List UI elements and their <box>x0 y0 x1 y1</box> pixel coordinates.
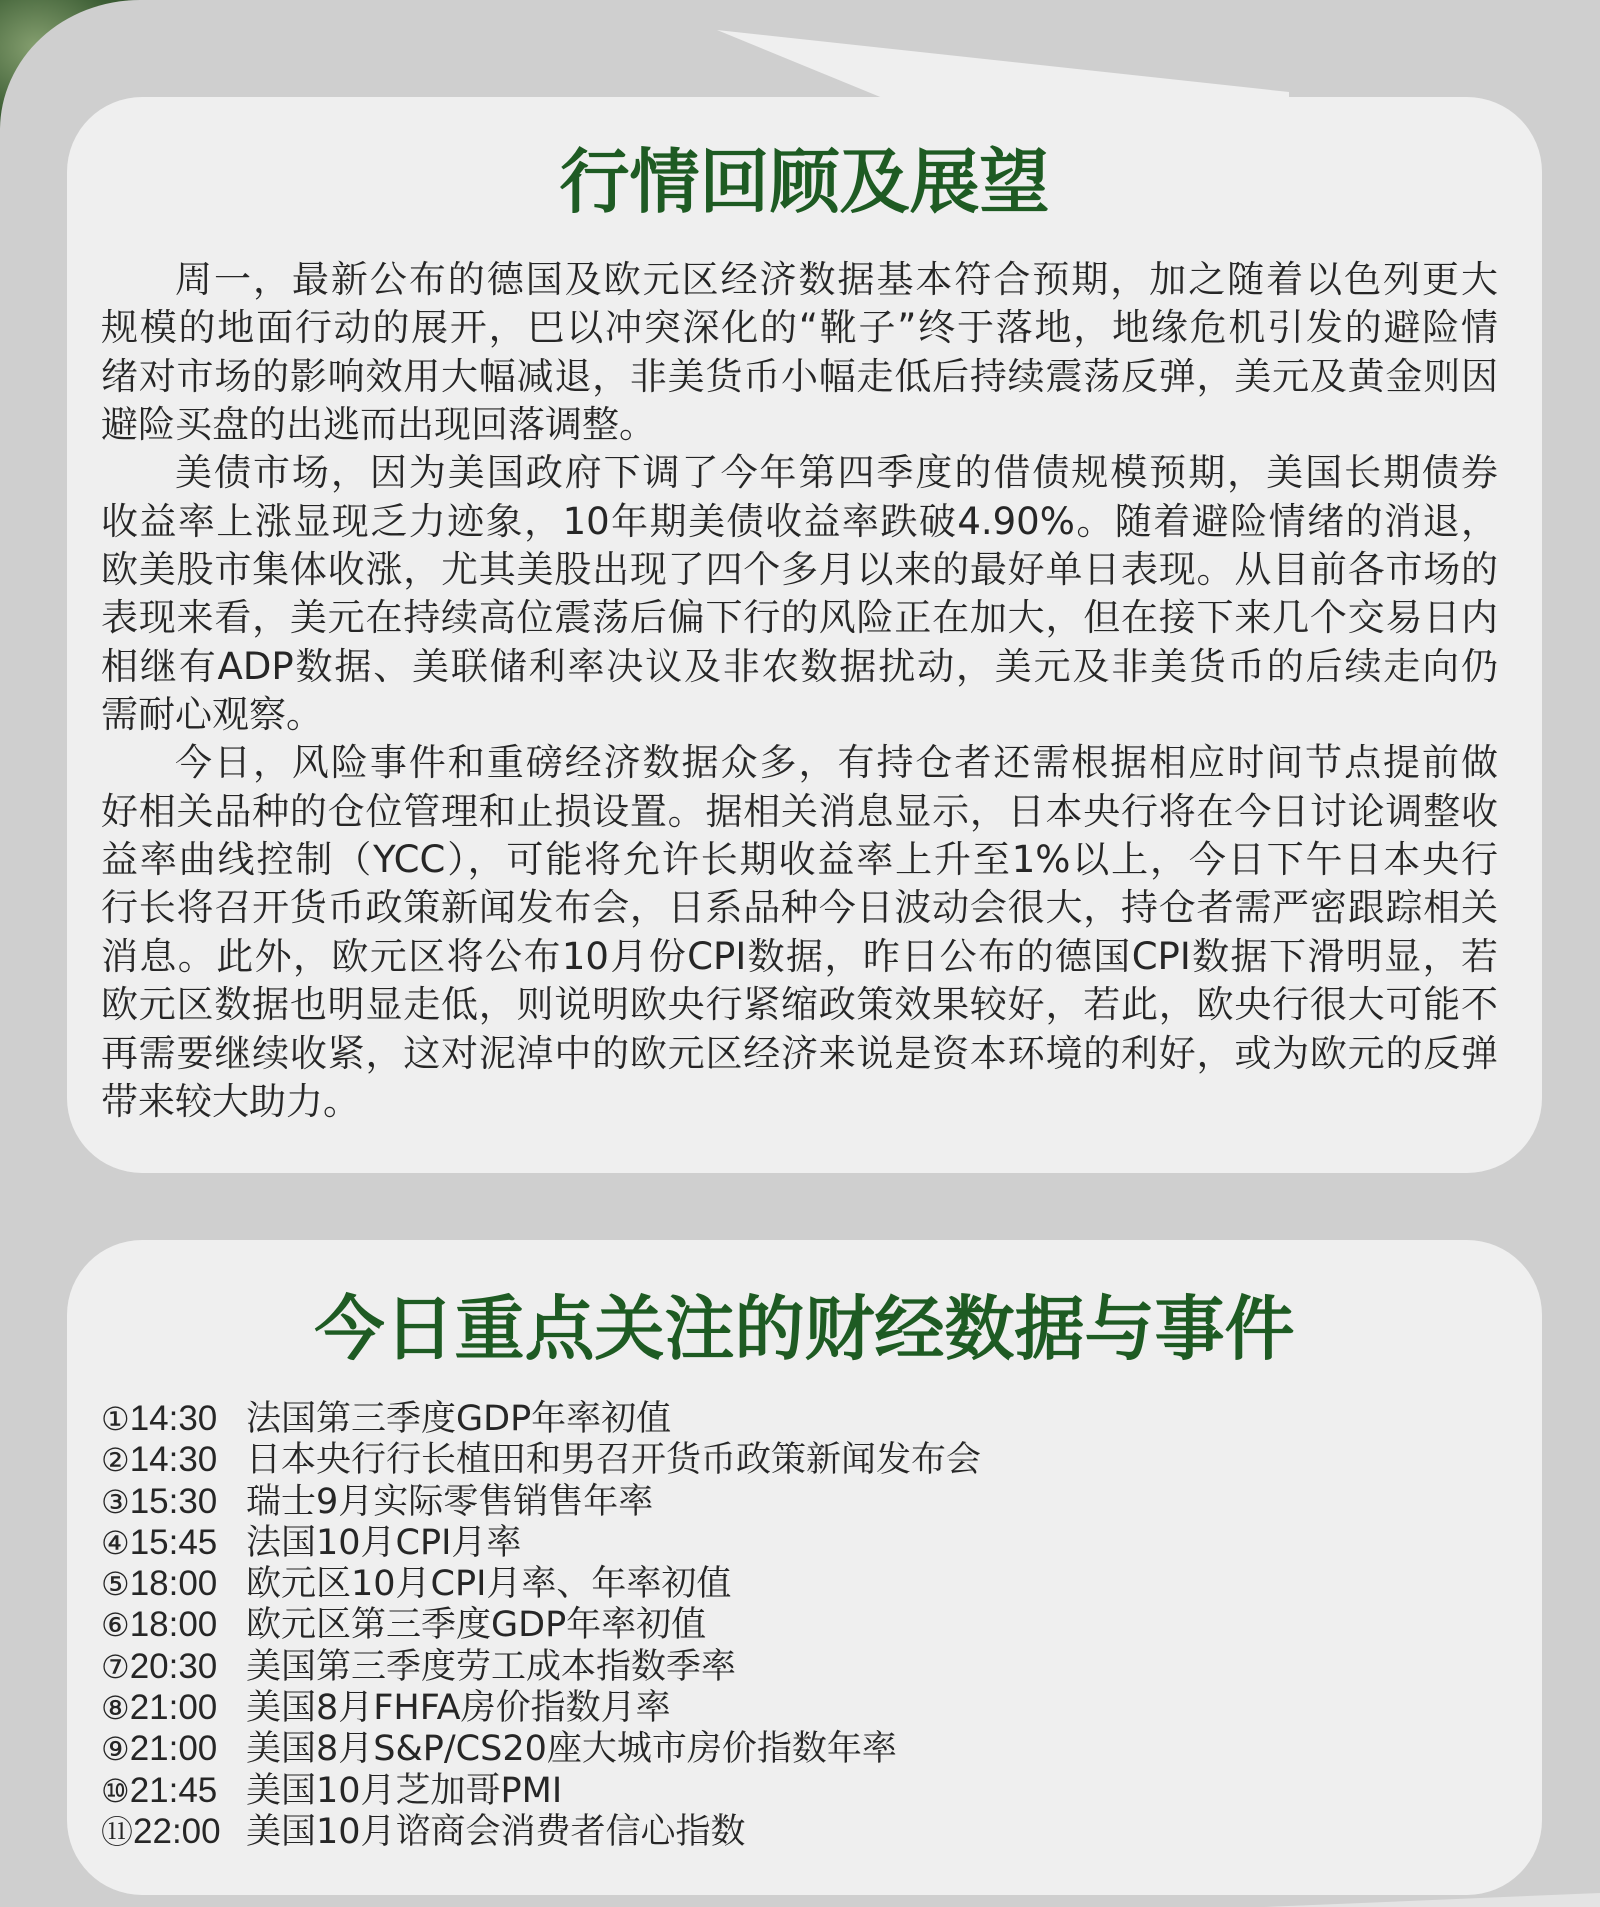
event-description: 美国10月芝加哥PMI <box>246 1770 563 1811</box>
event-item <box>101 1604 1501 1645</box>
event-number: ⑪ <box>101 1812 134 1851</box>
review-paragraph-line: 相继有ADP数据、美联储利率决议及非农数据扰动，美元及非美货币的后续走向仍 <box>101 644 1498 688</box>
review-paragraph-line: 需耐心观察。 <box>101 693 323 737</box>
event-number: ⑧ <box>101 1689 130 1728</box>
event-timestamp <box>101 1481 246 1523</box>
event-item <box>101 1728 1501 1769</box>
review-body <box>101 256 1498 1126</box>
review-paragraph-line: 收益率上涨显现乏力迹象，10年期美债收益率跌破4.90%。随着避险情绪的消退， <box>101 499 1498 543</box>
event-description: 法国10月CPI月率 <box>246 1522 522 1563</box>
event-number: ⑥ <box>101 1606 130 1645</box>
event-time: 14:30 <box>129 1399 218 1438</box>
event-number: ① <box>101 1400 130 1438</box>
event-item <box>101 1646 1501 1687</box>
event-item <box>101 1439 1501 1480</box>
review-paragraph-line: 美债市场，因为美国政府下调了今年第四季度的借债规模预期，美国长期债券 <box>175 451 1498 495</box>
event-item <box>101 1481 1501 1522</box>
event-number: ⑩ <box>101 1771 130 1810</box>
event-timestamp <box>101 1398 246 1440</box>
event-timestamp <box>101 1604 246 1646</box>
review-paragraph-line: 避险买盘的出逃而出现回落调整。 <box>101 403 656 447</box>
review-paragraph-line: 欧元区数据也明显走低，则说明欧央行紧缩政策效果较好，若此，欧央行很大可能不 <box>101 983 1498 1027</box>
event-description: 欧元区10月CPI月率、年率初值 <box>246 1564 732 1605</box>
event-description: 法国第三季度GDP年率初值 <box>246 1399 672 1439</box>
event-description: 美国8月FHFA房价指数月率 <box>246 1688 671 1729</box>
event-timestamp <box>101 1687 246 1729</box>
event-number: ⑦ <box>101 1647 130 1686</box>
bottom-corner-wedge <box>1265 1893 1600 1907</box>
event-time: 21:00 <box>129 1688 218 1728</box>
event-time: 14:30 <box>129 1440 218 1480</box>
event-item <box>101 1687 1501 1728</box>
event-time: 18:00 <box>129 1605 218 1645</box>
events-title: 今日重点关注的财经数据与事件 <box>314 1288 1295 1370</box>
review-paragraph <box>101 739 1498 1126</box>
event-item <box>101 1770 1501 1811</box>
event-item <box>101 1811 1501 1852</box>
event-description: 美国8月S&P/CS20座大城市房价指数年率 <box>246 1729 897 1770</box>
event-item <box>101 1522 1501 1563</box>
event-description: 美国第三季度劳工成本指数季率 <box>246 1646 737 1687</box>
event-description: 日本央行行长植田和男召开货币政策新闻发布会 <box>246 1440 982 1481</box>
review-paragraph-line: 绪对市场的影响效用大幅减退，非美货币小幅走低后持续震荡反弹，美元及黄金则因 <box>101 354 1498 398</box>
event-time: 20:30 <box>129 1646 218 1686</box>
review-paragraph-line: 今日，风险事件和重磅经济数据众多，有持仓者还需根据相应时间节点提前做 <box>175 741 1498 785</box>
review-paragraph-line: 益率曲线控制（YCC），可能将允许长期收益率上升至1%以上，今日下午日本央行 <box>101 838 1498 882</box>
review-paragraph-line: 表现来看，美元在持续高位震荡后偏下行的风险正在加大，但在接下来几个交易日内 <box>101 596 1498 640</box>
event-timestamp <box>101 1563 246 1605</box>
event-timestamp <box>101 1811 246 1853</box>
event-timestamp <box>101 1439 246 1481</box>
event-number: ④ <box>101 1523 130 1562</box>
event-time: 18:00 <box>129 1564 218 1604</box>
event-number: ③ <box>101 1482 130 1521</box>
review-paragraph <box>101 449 1498 739</box>
review-paragraph-line: 带来较大助力。 <box>101 1079 360 1123</box>
event-number: ⑨ <box>101 1730 130 1769</box>
review-paragraph-line: 行长将召开货币政策新闻发布会，日系品种今日波动会很大，持仓者需严密跟踪相关 <box>101 886 1498 930</box>
event-time: 21:00 <box>129 1729 218 1769</box>
event-number: ② <box>101 1441 130 1480</box>
review-title: 行情回顾及展望 <box>559 141 1050 223</box>
review-paragraph-line: 规模的地面行动的展开，巴以冲突深化的“靴子”终于落地，地缘危机引发的避险情 <box>101 306 1498 350</box>
event-timestamp <box>101 1770 246 1812</box>
events-list <box>101 1398 1501 1852</box>
event-timestamp <box>101 1522 246 1564</box>
review-paragraph-line: 再需要继续收紧，这对泥淖中的欧元区经济来说是资本环境的利好，或为欧元的反弹 <box>101 1031 1498 1075</box>
review-paragraph <box>101 256 1498 449</box>
event-time: 15:30 <box>129 1481 218 1521</box>
event-time: 15:45 <box>129 1522 218 1562</box>
event-timestamp <box>101 1728 246 1770</box>
event-description: 美国10月谘商会消费者信心指数 <box>246 1811 746 1852</box>
review-paragraph-line: 消息。此外，欧元区将公布10月份CPI数据，昨日公布的德国CPI数据下滑明显，若 <box>101 934 1498 978</box>
event-time: 22:00 <box>133 1811 221 1851</box>
review-paragraph-line: 好相关品种的仓位管理和止损设置。据相关消息显示，日本央行将在今日讨论调整收 <box>101 789 1498 833</box>
review-paragraph-line: 欧美股市集体收涨，尤其美股出现了四个多月以来的最好单日表现。从目前各市场的 <box>101 548 1498 592</box>
event-item <box>101 1398 1501 1439</box>
review-paragraph-line: 周一，最新公布的德国及欧元区经济数据基本符合预期，加之随着以色列更大 <box>175 258 1498 301</box>
event-description: 瑞士9月实际零售销售年率 <box>246 1481 654 1522</box>
event-timestamp <box>101 1646 246 1688</box>
event-number: ⑤ <box>101 1565 130 1604</box>
event-description: 欧元区第三季度GDP年率初值 <box>246 1605 707 1646</box>
event-item <box>101 1563 1501 1604</box>
event-time: 21:45 <box>129 1770 218 1810</box>
